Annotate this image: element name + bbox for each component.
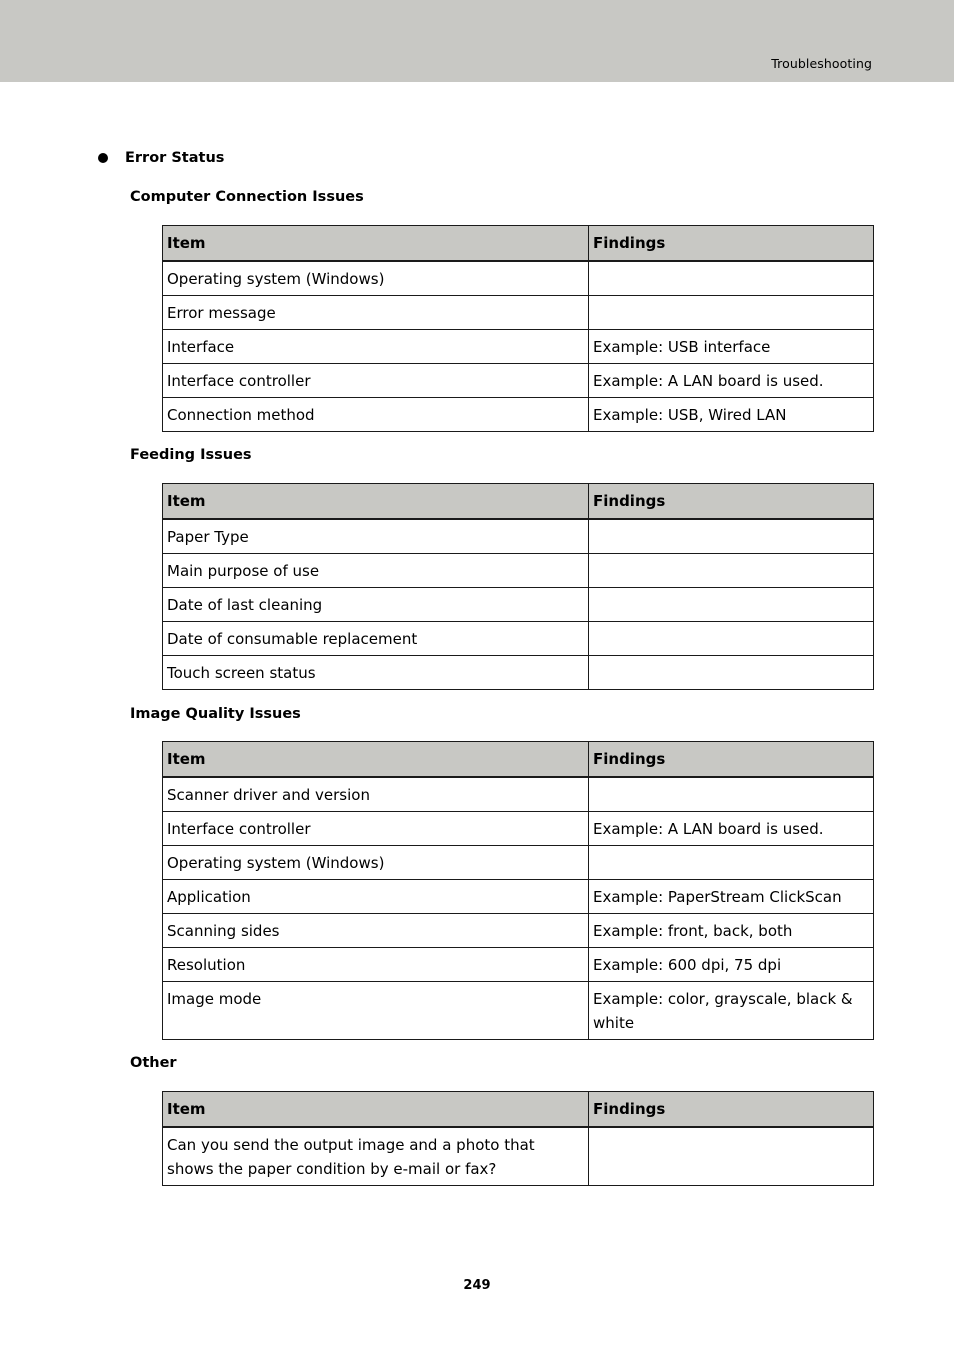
item-cell: Interface controller	[163, 812, 589, 846]
table-row	[163, 777, 874, 812]
table-row	[163, 364, 874, 398]
table-feeding-issues	[162, 483, 874, 690]
table-image-quality	[162, 741, 874, 1040]
item-cell: Main purpose of use	[163, 554, 589, 588]
item-cell: Date of consumable replacement	[163, 622, 589, 656]
table-header-row	[163, 226, 874, 262]
item-cell: Date of last cleaning	[163, 588, 589, 622]
findings-cell	[589, 622, 874, 656]
heading-computer-connection: Computer Connection Issues	[130, 189, 364, 205]
findings-cell	[589, 846, 874, 880]
table-row	[163, 812, 874, 846]
item-cell: Application	[163, 880, 589, 914]
heading-image-quality: Image Quality Issues	[130, 706, 301, 722]
findings-cell: Example: A LAN board is used.	[589, 364, 874, 398]
item-cell: Interface	[163, 330, 589, 364]
findings-cell: Example: PaperStream ClickScan	[589, 880, 874, 914]
column-header-item: Item	[163, 226, 589, 262]
table-row	[163, 622, 874, 656]
header-title: Troubleshooting	[771, 56, 872, 71]
bullet-dot-icon	[98, 153, 108, 163]
header-band	[0, 0, 954, 82]
section-title: Error Status	[125, 150, 225, 166]
item-cell: Image mode	[163, 982, 589, 1040]
table-row	[163, 519, 874, 554]
findings-cell	[589, 656, 874, 690]
item-cell: Operating system (Windows)	[163, 261, 589, 296]
table-header-row	[163, 742, 874, 778]
table-other	[162, 1091, 874, 1186]
column-header-item: Item	[163, 742, 589, 778]
table-row	[163, 261, 874, 296]
item-cell: Operating system (Windows)	[163, 846, 589, 880]
table-row	[163, 656, 874, 690]
item-cell: Resolution	[163, 948, 589, 982]
table-row	[163, 398, 874, 432]
column-header-item: Item	[163, 484, 589, 520]
heading-other: Other	[130, 1055, 177, 1071]
table-row	[163, 330, 874, 364]
findings-cell: Example: A LAN board is used.	[589, 812, 874, 846]
column-header-findings: Findings	[589, 226, 874, 262]
findings-cell: Example: 600 dpi, 75 dpi	[589, 948, 874, 982]
item-cell: Paper Type	[163, 519, 589, 554]
column-header-findings: Findings	[589, 742, 874, 778]
heading-feeding-issues: Feeding Issues	[130, 447, 252, 463]
table-row	[163, 1127, 874, 1186]
findings-cell	[589, 554, 874, 588]
table-row	[163, 948, 874, 982]
item-cell: Interface controller	[163, 364, 589, 398]
findings-cell	[589, 777, 874, 812]
findings-cell: Example: color, grayscale, black & white	[589, 982, 874, 1040]
findings-cell	[589, 1127, 874, 1186]
item-cell: Scanner driver and version	[163, 777, 589, 812]
table-row	[163, 846, 874, 880]
table-row	[163, 914, 874, 948]
findings-cell: Example: USB, Wired LAN	[589, 398, 874, 432]
column-header-findings: Findings	[589, 1092, 874, 1128]
findings-cell	[589, 296, 874, 330]
table-computer-connection	[162, 225, 874, 432]
findings-cell	[589, 588, 874, 622]
table-header-row	[163, 1092, 874, 1128]
table-row	[163, 554, 874, 588]
table-row	[163, 880, 874, 914]
findings-cell	[589, 261, 874, 296]
column-header-item: Item	[163, 1092, 589, 1128]
table-row	[163, 588, 874, 622]
table-header-row	[163, 484, 874, 520]
item-cell: Touch screen status	[163, 656, 589, 690]
table-row	[163, 296, 874, 330]
findings-cell: Example: USB interface	[589, 330, 874, 364]
table-row	[163, 982, 874, 1040]
item-cell: Scanning sides	[163, 914, 589, 948]
findings-cell: Example: front, back, both	[589, 914, 874, 948]
item-cell: Can you send the output image and a photo that shows the paper condition by e-mail or fax?	[163, 1127, 589, 1186]
item-cell: Error message	[163, 296, 589, 330]
item-cell: Connection method	[163, 398, 589, 432]
page-number: 249	[463, 1278, 491, 1293]
findings-cell	[589, 519, 874, 554]
column-header-findings: Findings	[589, 484, 874, 520]
